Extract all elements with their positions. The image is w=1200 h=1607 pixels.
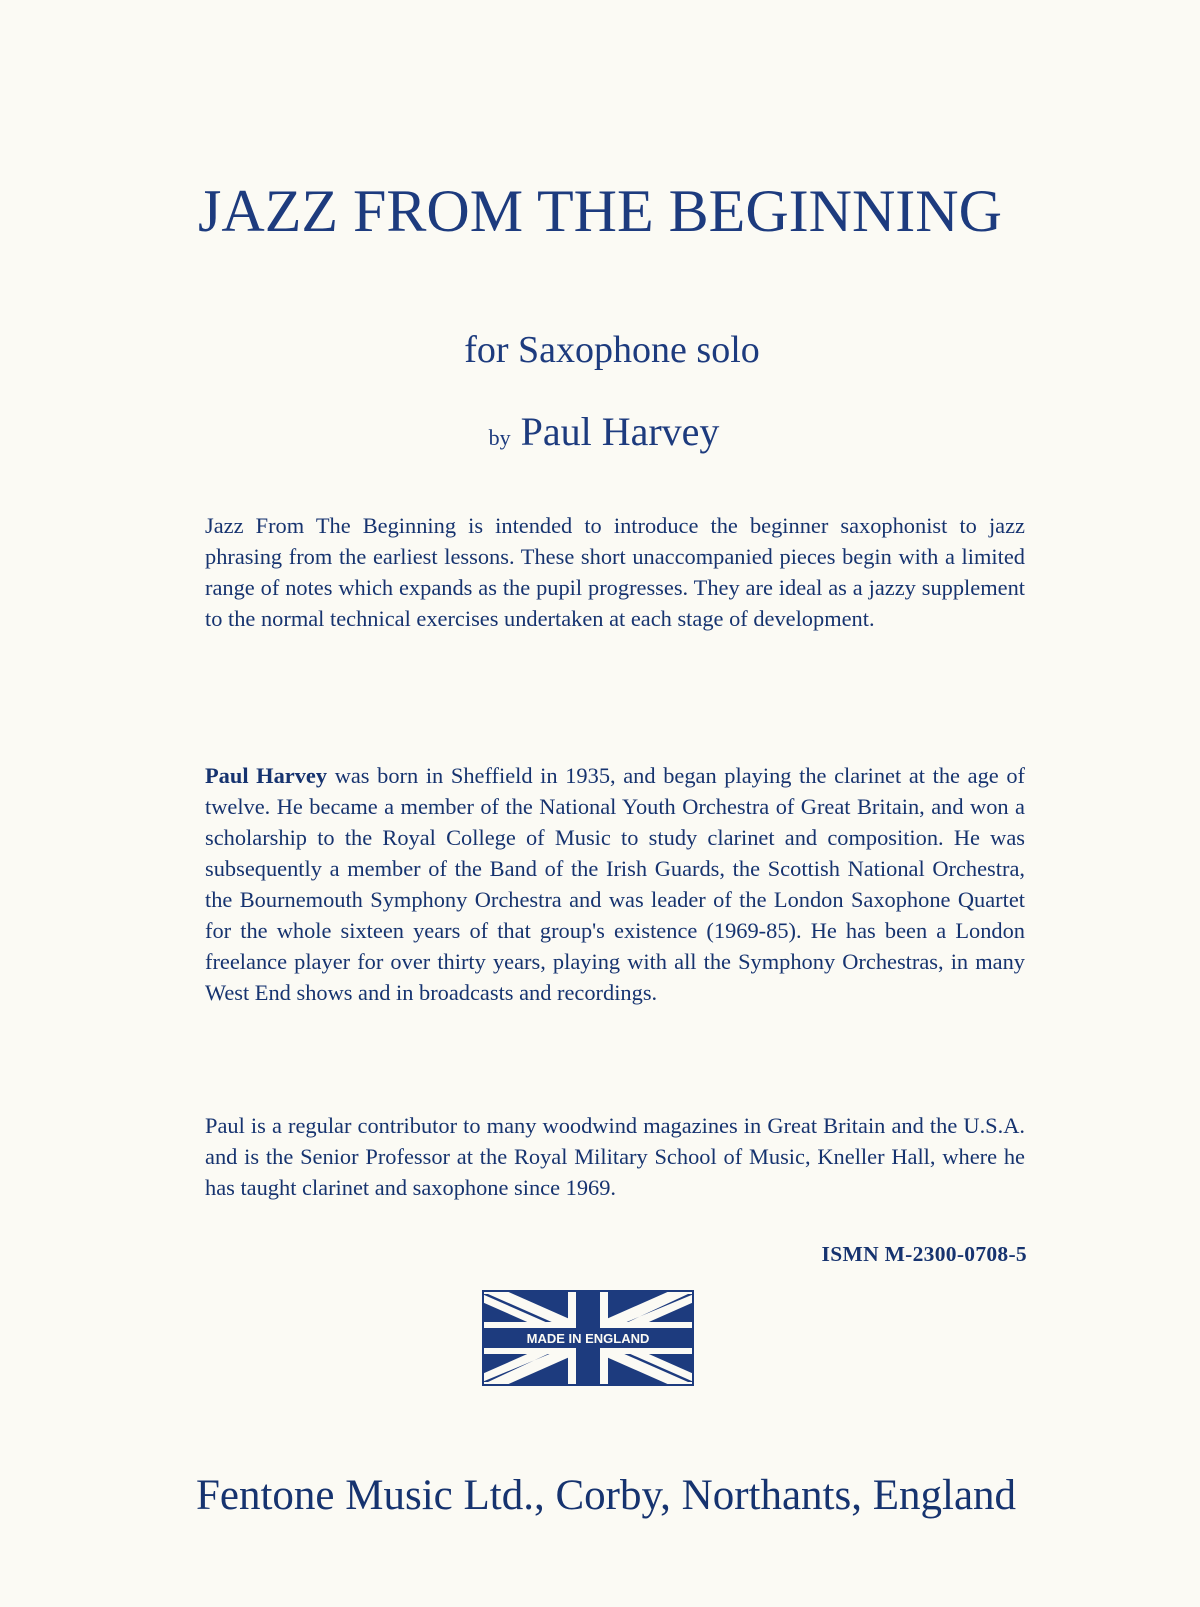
contributor-paragraph: Paul is a regular contributor to many woodwind magazines in Great Britain and the U.S.A. and is the Senior Professor at the Royal Military School of Music, Kneller Hall, where he has taught clarinet and saxophone since 1969. bbox=[205, 1113, 1025, 1200]
publisher-line: Fentone Music Ltd., Corby, Northants, England bbox=[195, 1472, 1017, 1519]
bio-text: was born in Sheffield in 1935, and began playing the clarinet at the age of twelve. He became a member of the National Youth Orchestra of Great Britain, and won a scholarship to the Royal College of Music to study clarinet and composition. He was subsequently a member of the Band of the Irish Guards, the Scottish National Orchestra, the Bournemouth Symphony Orchestra and was leader of the London Saxophone Quartet for the whole sixteen years of that group's existence (1969-85). He has been a London freelance player for over thirty years, playing with all the Symphony Orchestras, in many West End shows and in broadcasts and recordings. bbox=[205, 763, 1025, 1005]
byline-author: Paul Harvey bbox=[520, 409, 720, 454]
made-in-england-label: MADE IN ENGLAND bbox=[526, 1331, 650, 1346]
union-jack-icon bbox=[482, 1290, 694, 1386]
byline bbox=[0, 410, 1200, 454]
subtitle: for Saxophone solo bbox=[464, 329, 760, 371]
ismn-number: ISMN M-2300-0708-5 bbox=[821, 1242, 1027, 1266]
intro-paragraph: Jazz From The Beginning is intended to introduce the beginner saxophonist to jazz phrasing from the earliest lessons. These short unaccompanied pieces begin with a limited range of notes which expands as the pupil progresses. They are ideal as a jazzy supplement to the normal technical exercises undertaken at each stage of development. bbox=[205, 513, 1025, 631]
page-title: JAZZ FROM THE BEGINNING bbox=[198, 178, 1002, 244]
byline-by: by bbox=[488, 425, 511, 450]
bio-author-name: Paul Harvey bbox=[205, 763, 328, 788]
bio-paragraph bbox=[205, 760, 1025, 1008]
